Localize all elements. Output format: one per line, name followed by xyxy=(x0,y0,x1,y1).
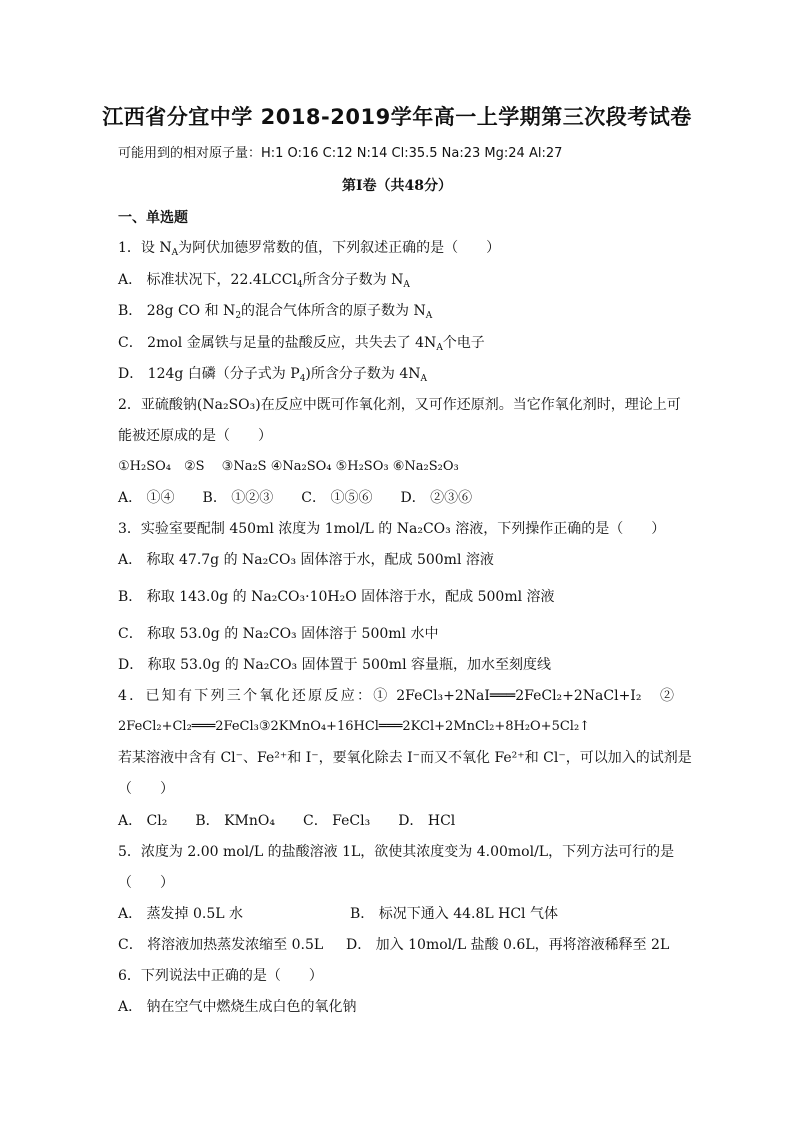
question-5-option-b: B． 标况下通入 44.8L HCl 气体 xyxy=(350,906,558,922)
question-2-items: ①H₂SO₄ ②S ③Na₂S ④Na₂SO₄ ⑤H₂SO₃ ⑥Na₂S₂O₃ xyxy=(118,459,459,474)
question-4-options: A． Cl₂ B． KMnO₄ C． FeCl₃ D． HCl xyxy=(118,813,456,829)
question-3-option-b: B． 称取 143.0g 的 Na₂CO₃·10H₂O 固体溶于水，配成 500ml 溶液 xyxy=(118,589,555,605)
exam-title: 江西省分宜中学 2018-2019学年高一上学期第三次段考试卷 xyxy=(102,105,692,129)
question-2-options: A． ①④ B． ①②③ C． ①⑤⑥ D． ②③⑥ xyxy=(118,490,473,506)
question-1-option-b: B． 28g CO 和 $N_2$的混合气体所含的原子数为 $N_A$ xyxy=(118,303,433,321)
question-2-stem-line-1: 2．亚硫酸钠(Na₂SO₃)在反应中既可作氧化剂，又可作还原剂。当它作氧化剂时，理论上可 xyxy=(118,397,681,413)
question-1-option-d: D． 124g 白磷（分子式为 $P_4$)所含分子数为 $4N_A$ xyxy=(118,366,427,384)
question-3-option-c: C． 称取 53.0g 的 Na₂CO₃ 固体溶于 500ml 水中 xyxy=(118,626,439,642)
question-2-stem-line-2: 能被还原成的是（ ） xyxy=(118,428,272,444)
question-1-option-a: A． 标准状况下，22.4LCCl$_4$所含分子数为 $N_A$ xyxy=(118,272,410,290)
question-6-option-a: A． 钠在空气中燃烧生成白色的氧化钠 xyxy=(118,999,357,1015)
part-heading: 一、单选题 xyxy=(118,210,188,226)
question-4-stem-line-4: （ ） xyxy=(118,781,174,797)
question-5-option-d: D． 加入 10mol/L 盐酸 0.6L，再将溶液稀释至 2L xyxy=(346,937,670,953)
question-3-stem: 3．实验室要配制 450ml 浓度为 1mol/L 的 Na₂CO₃ 溶液，下列操作正确的是（ ） xyxy=(118,521,666,537)
question-4-stem-line-3: 若某溶液中含有 Cl⁻、Fe²⁺和 I⁻，要氧化除去 I⁻而又不氧化 Fe²⁺和 Cl⁻，可以加入的试剂是 xyxy=(118,750,692,766)
question-5-stem-line-1: 5．浓度为 2.00 mol/L 的盐酸溶液 1L，欲使其浓度变为 4.00mol/L，下列方法可行的是 xyxy=(118,844,675,860)
question-5-option-a: A． 蒸发掉 0.5L 水 xyxy=(118,906,244,922)
atomic-masses-note: 可能用到的相对原子量：H:1 O:16 C:12 N:14 Cl:35.5 Na:23 Mg:24 Al:27 xyxy=(118,146,563,161)
question-4-stem-line-2: 2FeCl₂+Cl₂═══2FeCl₃③2KMnO₄+16HCl═══2KCl+2MnCl₂+8H₂O+5Cl₂↑ xyxy=(118,719,591,734)
section-heading: 第Ⅰ卷（共48分） xyxy=(341,178,453,194)
question-5-stem-line-2: （ ） xyxy=(118,875,174,891)
question-1-option-c: C． 2mol 金属铁与足量的盐酸反应，共失去了 $4N_A$个电子 xyxy=(118,335,485,353)
question-6-stem: 6．下列说法中正确的是（ ） xyxy=(118,968,323,984)
question-5-option-c: C． 将溶液加热蒸发浓缩至 0.5L xyxy=(118,937,324,953)
question-3-option-a: A． 称取 47.7g 的 Na₂CO₃ 固体溶于水，配成 500ml 溶液 xyxy=(118,552,494,568)
question-4-stem-line-1: 4．已知有下列三个氧化还原反应：① 2FeCl₃+2NaI═══2FeCl₂+2NaCl+I₂ ② xyxy=(118,688,674,704)
question-1-stem: 1．设 $N_A$为阿伏加德罗常数的值，下列叙述正确的是（ ） xyxy=(118,240,501,258)
question-3-option-d: D． 称取 53.0g 的 Na₂CO₃ 固体置于 500ml 容量瓶，加水至刻度线 xyxy=(118,657,551,673)
